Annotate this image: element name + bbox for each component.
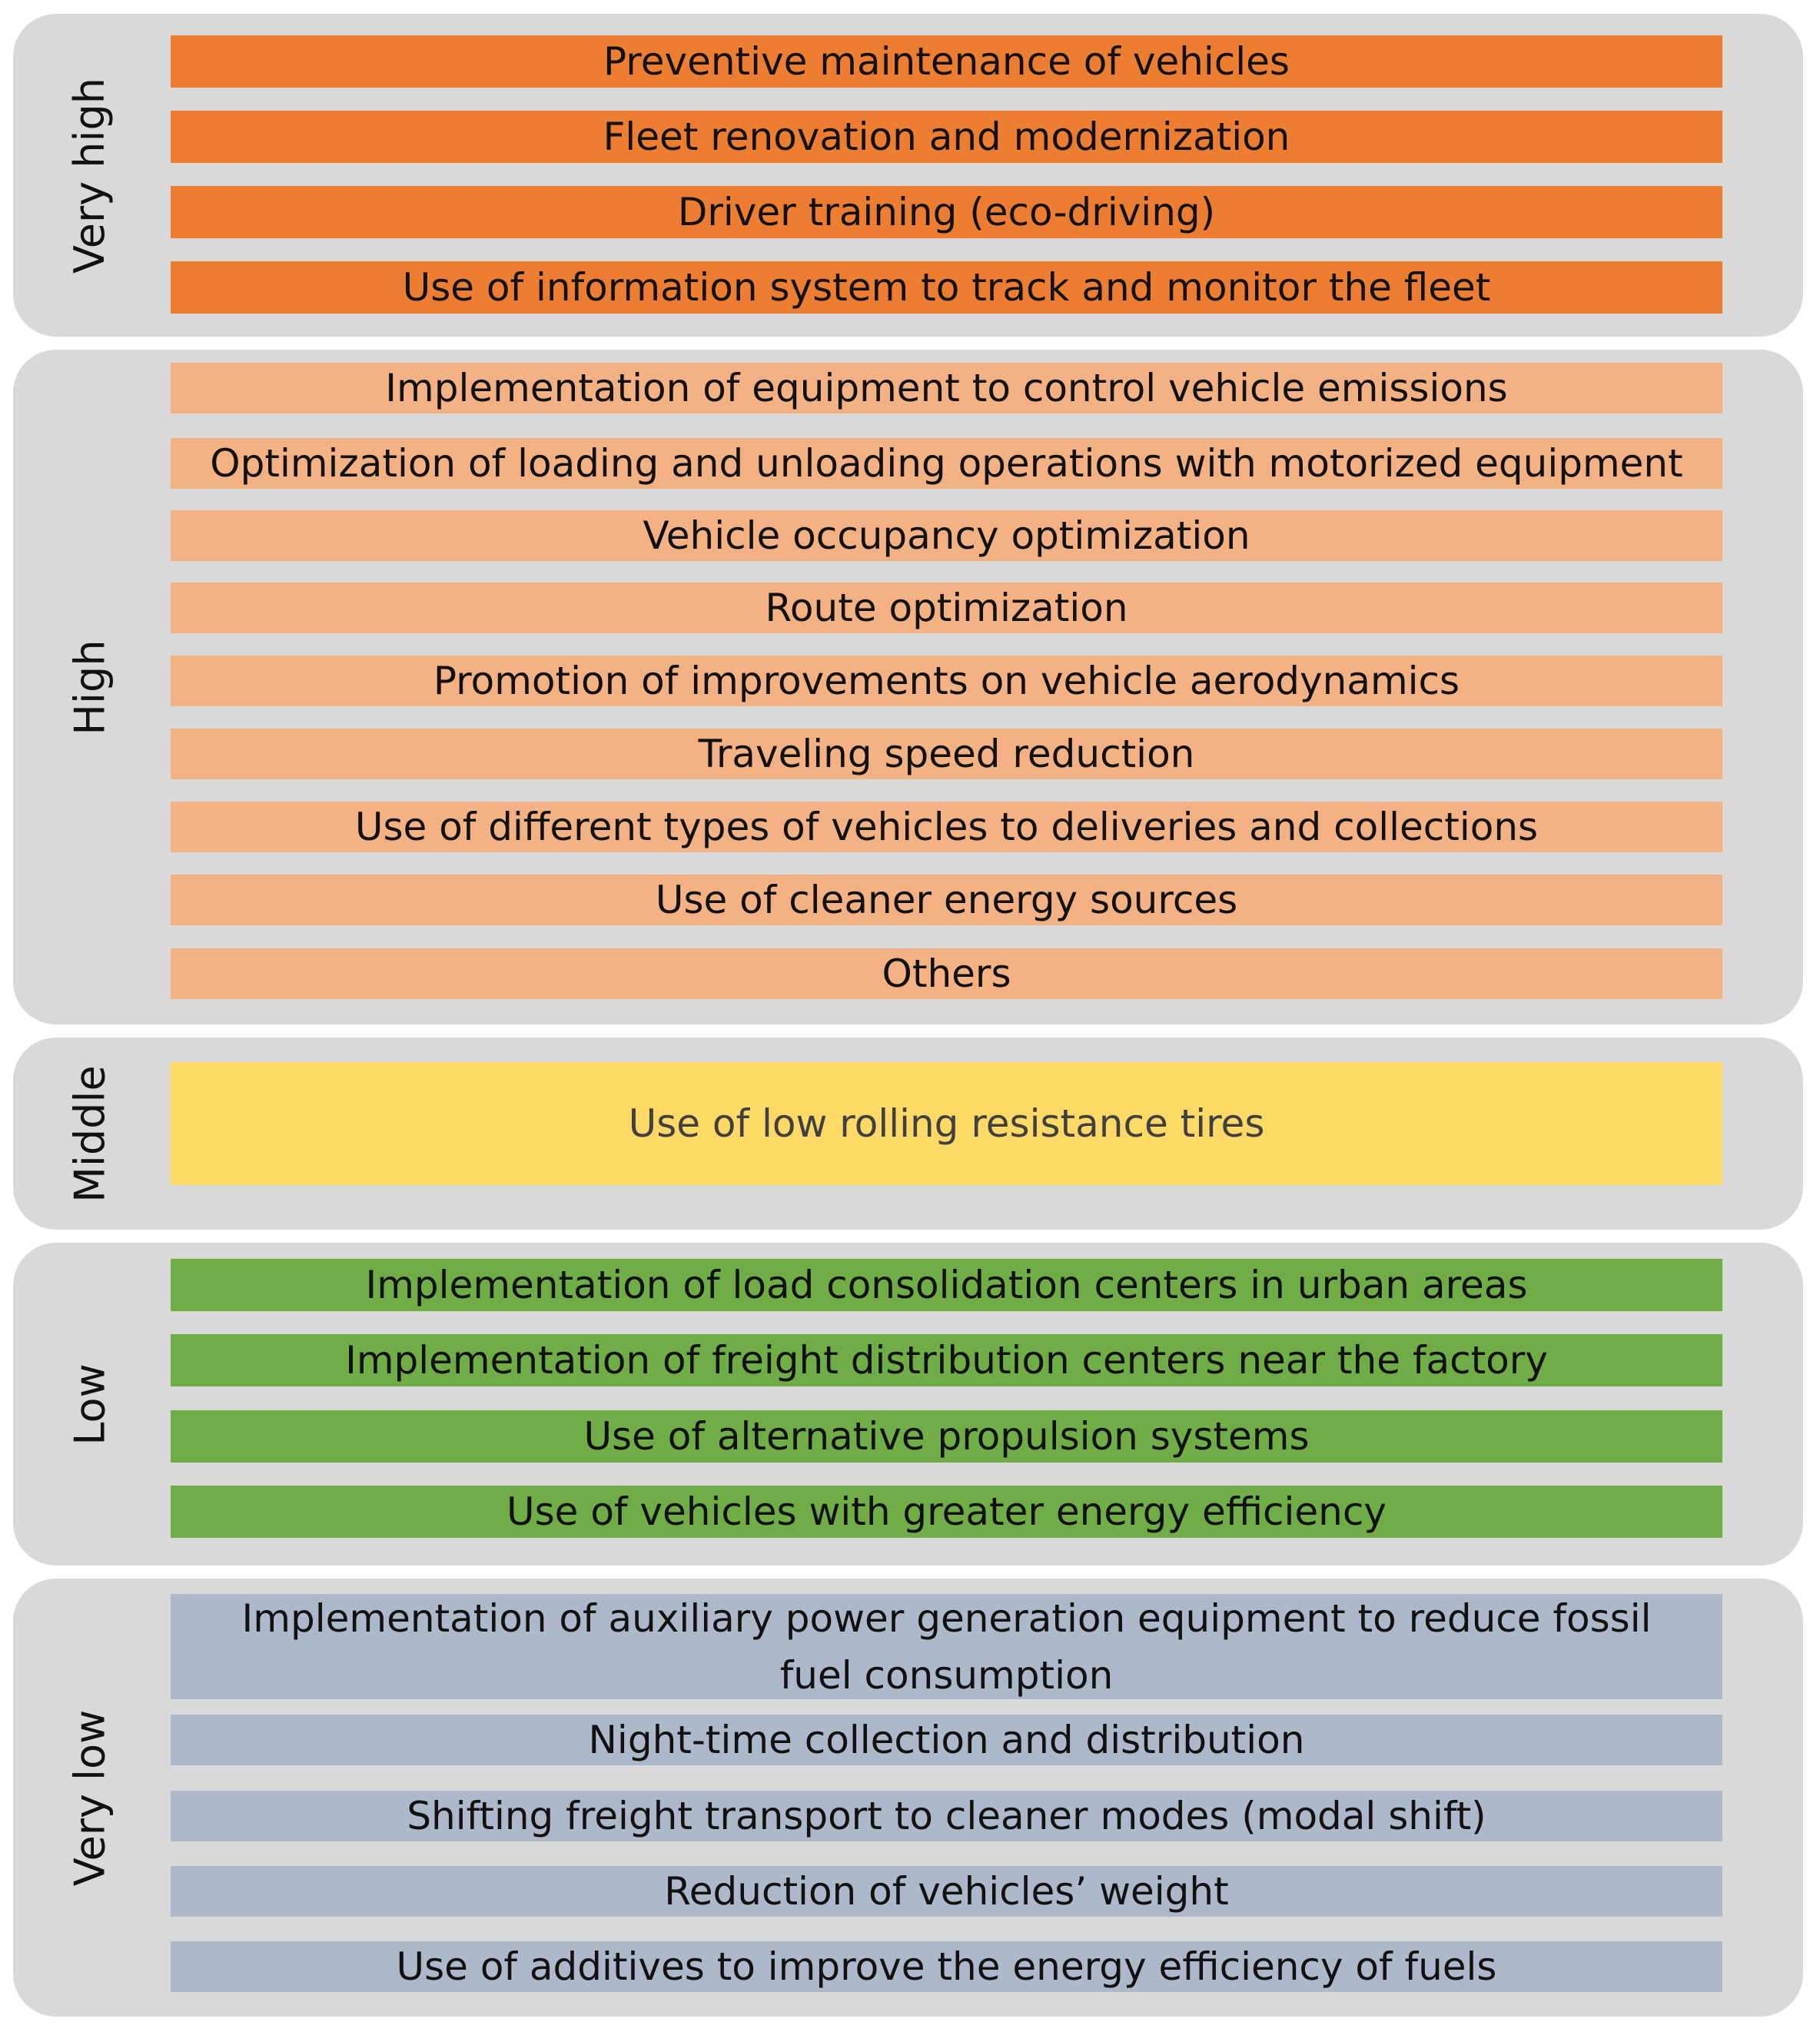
item-cleaner-energy: Use of cleaner energy sources [171,875,1722,925]
item-freight-distribution-centers: Implementation of freight distribution centers near the factory [171,1334,1722,1386]
item-auxiliary-power: Implementation of auxiliary power generation equipment to reduce fossil fuel consumption [171,1594,1722,1699]
item-others: Others [171,948,1722,999]
group-label-very-high: Very high [65,77,115,274]
item-preventive-maintenance: Preventive maintenance of vehicles [171,35,1722,88]
item-loading-optimization: Optimization of loading and unloading operations with motorized equipment [171,438,1722,489]
item-energy-efficient-vehicles: Use of vehicles with greater energy efficiency [171,1486,1722,1538]
item-night-time-collection: Night-time collection and distribution [171,1715,1722,1765]
item-fleet-tracking-system: Use of information system to track and monitor the fleet [171,261,1722,314]
item-fleet-renovation: Fleet renovation and modernization [171,111,1722,163]
item-emission-control-equipment: Implementation of equipment to control vehicle emissions [171,363,1722,413]
group-label-high: High [65,639,115,735]
item-alternative-propulsion: Use of alternative propulsion systems [171,1410,1722,1463]
item-occupancy-optimization: Vehicle occupancy optimization [171,510,1722,561]
group-label-very-low: Very low [65,1709,115,1886]
item-aerodynamics: Promotion of improvements on vehicle aerodynamics [171,656,1722,706]
item-vehicle-types: Use of different types of vehicles to deliveries and collections [171,802,1722,852]
item-weight-reduction: Reduction of vehicles’ weight [171,1866,1722,1917]
item-low-rolling-tires: Use of low rolling resistance tires [171,1062,1722,1185]
item-modal-shift: Shifting freight transport to cleaner modes (modal shift) [171,1791,1722,1841]
group-label-low: Low [65,1363,115,1446]
item-speed-reduction: Traveling speed reduction [171,729,1722,779]
item-fuel-additives: Use of additives to improve the energy efficiency of fuels [171,1941,1722,1992]
item-route-optimization: Route optimization [171,583,1722,633]
group-label-middle: Middle [65,1064,115,1203]
item-driver-training: Driver training (eco-driving) [171,186,1722,238]
item-load-consolidation: Implementation of load consolidation centers in urban areas [171,1259,1722,1311]
